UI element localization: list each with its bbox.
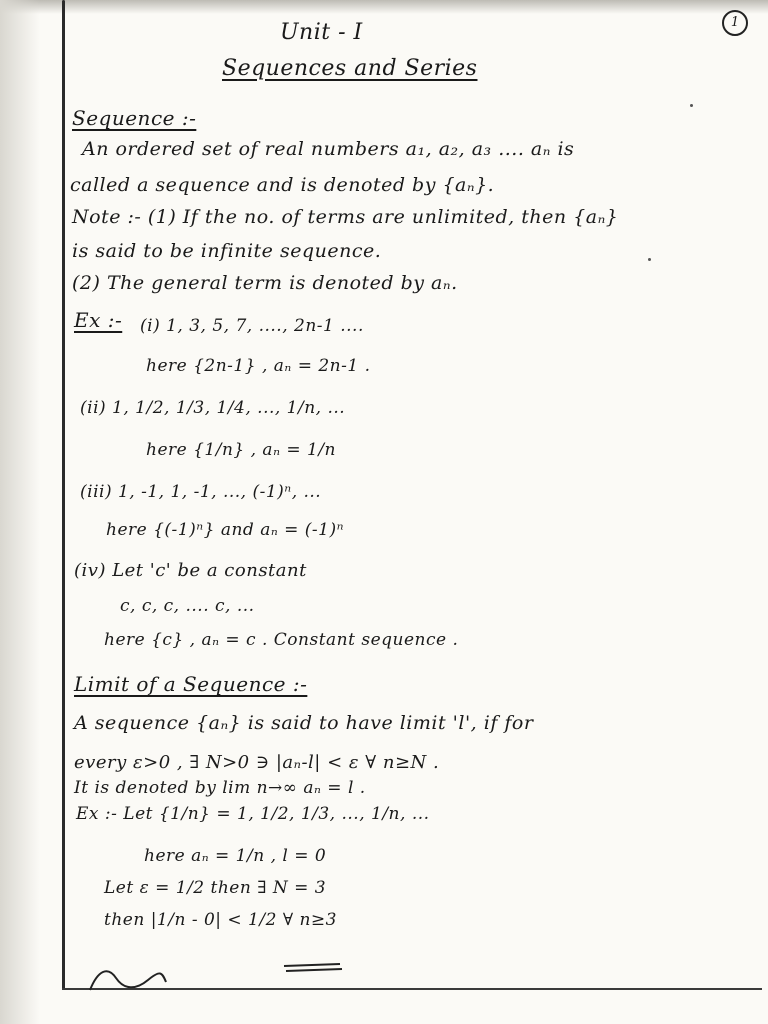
sequence-note: Note :- (1) If the no. of terms are unlimited, then {aₙ} [72, 206, 619, 228]
example-line: here {c} , aₙ = c . Constant sequence . [104, 630, 459, 650]
sequence-heading: Sequence :- [72, 106, 197, 130]
example-line: here {2n-1} , aₙ = 2n-1 . [146, 356, 371, 376]
example-line: here {1/n} , aₙ = 1/n [146, 440, 337, 460]
sequence-line: (2) The general term is denoted by aₙ. [72, 272, 458, 294]
pen-squiggle [88, 960, 168, 994]
limit-line: It is denoted by lim n→∞ aₙ = l . [74, 778, 366, 798]
sequence-line: called a sequence and is denoted by {aₙ}. [70, 174, 495, 196]
unit-title: Unit - I [280, 20, 363, 45]
page-heading: Sequences and Series [222, 56, 478, 81]
speck [690, 104, 693, 107]
speck [648, 258, 651, 261]
limit-line: every ε>0 , ∃ N>0 ∋ |aₙ-l| < ε ∀ n≥N . [74, 752, 440, 773]
scan-shadow-left [0, 0, 40, 1024]
example-line: (ii) 1, 1/2, 1/3, 1/4, ..., 1/n, ... [80, 398, 346, 418]
limit-line: then |1/n - 0| < 1/2 ∀ n≥3 [104, 910, 337, 930]
limit-line: Let ε = 1/2 then ∃ N = 3 [104, 878, 327, 898]
example-line: c, c, c, .... c, ... [120, 596, 255, 616]
sequence-line: is said to be infinite sequence. [72, 240, 382, 262]
limit-line: here aₙ = 1/n , l = 0 [144, 846, 327, 866]
scan-shadow-top [0, 0, 768, 14]
example-line: here {(-1)ⁿ} and aₙ = (-1)ⁿ [106, 520, 345, 540]
limit-heading: Limit of a Sequence :- [74, 672, 308, 696]
example-line: (iv) Let 'c' be a constant [74, 560, 307, 581]
example-line: (iii) 1, -1, 1, -1, ..., (-1)ⁿ, ... [80, 482, 322, 502]
examples-label: Ex :- [74, 308, 123, 332]
limit-example: Ex :- Let {1/n} = 1, 1/2, 1/3, ..., 1/n, ... [76, 804, 430, 824]
page-number: 1 [722, 10, 748, 36]
sequence-line: An ordered set of real numbers a₁, a₂, a₃ .... aₙ is [82, 138, 575, 160]
margin-line [62, 0, 65, 990]
example-line: (i) 1, 3, 5, 7, ...., 2n-1 .... [140, 316, 364, 336]
pen-strokes [282, 962, 344, 976]
limit-line: A sequence {aₙ} is said to have limit 'l', if for [74, 712, 534, 734]
